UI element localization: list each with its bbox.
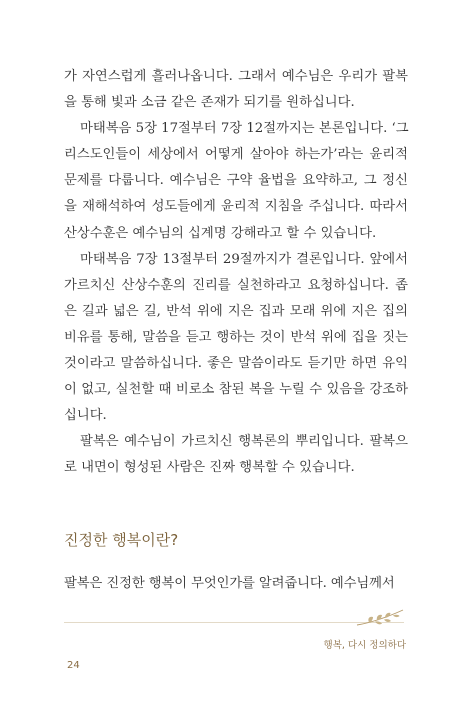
paragraph <box>64 116 408 246</box>
text-line: 가르치신 산상수훈의 진리를 실천하라고 요청하십니다. 좁 <box>64 277 408 293</box>
page-number: 24 <box>67 660 80 671</box>
paragraph <box>64 247 408 430</box>
leaf-sprig-icon <box>355 607 407 629</box>
text-line: 마태복음 7장 13절부터 29절까지가 결론입니다. 앞에서 <box>80 251 408 267</box>
text-line: 마태복음 5장 17절부터 7장 12절까지는 본론입니다. ‘그 <box>80 121 409 137</box>
text-line: 것이라고 말씀하십니다. 좋은 말씀이라도 듣기만 하면 유익 <box>64 356 408 372</box>
text-line: 가 자연스럽게 흘러나옵니다. 그래서 예수님은 우리가 팔복 <box>64 69 408 84</box>
text-line: 산상수훈은 예수님의 십계명 강해라고 할 수 있습니다. <box>64 225 377 241</box>
text-line: 문제를 다룹니다. 예수님은 구약 율법을 요약하고, 그 정신 <box>64 173 408 189</box>
text-line: 비유를 통해, 말씀을 듣고 행하는 것이 반석 위에 집을 짓는 <box>64 329 408 345</box>
text-line: 십니다. <box>64 408 107 424</box>
section-first-line: 팔복은 진정한 행복이 무엇인가를 알려줍니다. 예수님께서 <box>64 576 395 591</box>
section-heading: 진정한 행복이란? <box>64 531 179 549</box>
running-title: 행복, 다시 정의하다 <box>323 640 406 651</box>
text-line: 팔복은 예수님이 가르치신 행복론의 뿌리입니다. 팔복으 <box>80 434 408 450</box>
text-line: 을 통해 빛과 소금 같은 존재가 되기를 원하십니다. <box>64 95 355 111</box>
paragraph <box>64 429 408 481</box>
paragraph <box>64 64 408 116</box>
text-line: 리스도인들이 세상에서 어떻게 살아야 하는가’라는 윤리적 <box>64 147 408 163</box>
text-line: 을 재해석하여 성도들에게 윤리적 지침을 주십니다. 따라서 <box>64 199 408 215</box>
text-line: 이 없고, 실천할 때 비로소 참된 복을 누릴 수 있음을 강조하 <box>64 382 408 398</box>
text-line: 은 길과 넓은 길, 반석 위에 지은 집과 모래 위에 지은 집의 <box>64 303 408 319</box>
text-line: 로 내면이 형성된 사람은 진짜 행복할 수 있습니다. <box>64 460 355 476</box>
footer-divider <box>64 622 404 623</box>
body-text <box>64 64 408 482</box>
